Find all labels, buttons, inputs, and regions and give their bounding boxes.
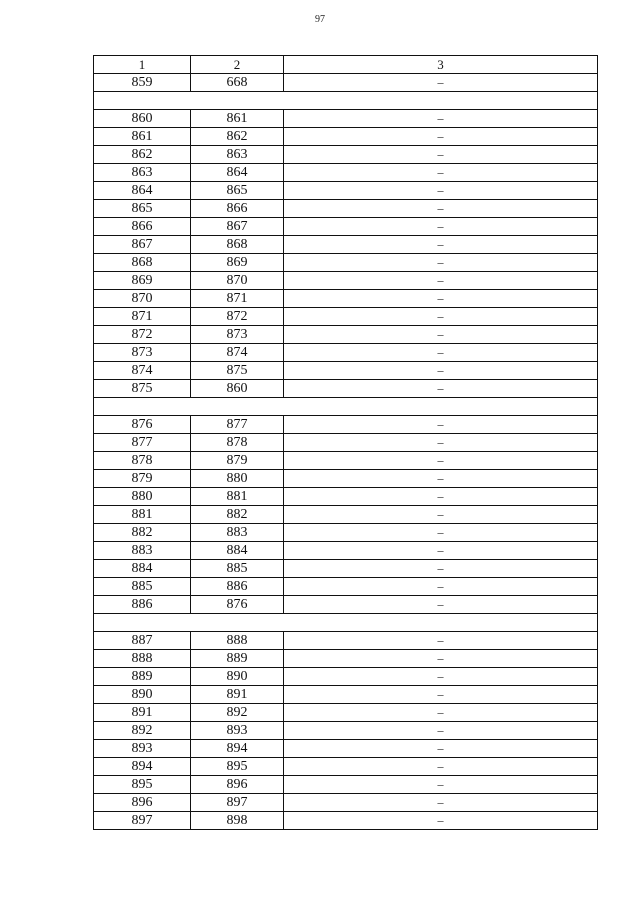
- table-cell-col3: –: [284, 164, 598, 182]
- table-cell-col1: 879: [94, 470, 191, 488]
- table-cell-col3: –: [284, 776, 598, 794]
- table-cell-col2: 876: [191, 596, 284, 614]
- table-cell-col2: 886: [191, 578, 284, 596]
- table-row: [94, 794, 598, 812]
- table-cell-col2: 885: [191, 560, 284, 578]
- table-cell-col1: 862: [94, 146, 191, 164]
- table-cell-col3: –: [284, 182, 598, 200]
- table-cell-col1: 877: [94, 434, 191, 452]
- group-separator-row: [94, 614, 598, 632]
- table-cell-col3: –: [284, 524, 598, 542]
- table-cell-col1: 870: [94, 290, 191, 308]
- table-row: [94, 362, 598, 380]
- table-cell-col2: 881: [191, 488, 284, 506]
- table-cell-col3: –: [284, 272, 598, 290]
- table-cell-col3: –: [284, 650, 598, 668]
- table-cell-col1: 875: [94, 380, 191, 398]
- table-cell-col3: –: [284, 578, 598, 596]
- table-cell-col2: 873: [191, 326, 284, 344]
- table-cell-col3: –: [284, 128, 598, 146]
- table-cell-col1: 882: [94, 524, 191, 542]
- table-row: [94, 380, 598, 398]
- table-row: [94, 740, 598, 758]
- table-cell-col1: 873: [94, 344, 191, 362]
- table-row: [94, 776, 598, 794]
- table-cell-col1: 880: [94, 488, 191, 506]
- table-cell-col3: –: [284, 434, 598, 452]
- table-cell-col3: –: [284, 506, 598, 524]
- table-cell-col1: 874: [94, 362, 191, 380]
- table-cell-col1: 888: [94, 650, 191, 668]
- table-cell-col2: 890: [191, 668, 284, 686]
- group-separator-cell: [94, 92, 598, 110]
- table-cell-col3: –: [284, 416, 598, 434]
- table-cell-col2: 877: [191, 416, 284, 434]
- table-cell-col1: 859: [94, 74, 191, 92]
- table-row: [94, 164, 598, 182]
- table-row: [94, 272, 598, 290]
- table-cell-col2: 875: [191, 362, 284, 380]
- table-row: [94, 686, 598, 704]
- table-cell-col1: 893: [94, 740, 191, 758]
- table-cell-col2: 891: [191, 686, 284, 704]
- table-cell-col1: 878: [94, 452, 191, 470]
- table-cell-col2: 893: [191, 722, 284, 740]
- table-row: [94, 218, 598, 236]
- table-cell-col2: 861: [191, 110, 284, 128]
- table-cell-col1: 894: [94, 758, 191, 776]
- table-cell-col1: 891: [94, 704, 191, 722]
- table-cell-col3: –: [284, 380, 598, 398]
- page-number: 97: [315, 14, 325, 25]
- table-row: [94, 236, 598, 254]
- table-row: [94, 560, 598, 578]
- table-cell-col1: 861: [94, 128, 191, 146]
- table-cell-col1: 869: [94, 272, 191, 290]
- table-row: [94, 110, 598, 128]
- table-cell-col2: 668: [191, 74, 284, 92]
- table-cell-col3: –: [284, 542, 598, 560]
- table-cell-col3: –: [284, 218, 598, 236]
- table-cell-col2: 898: [191, 812, 284, 830]
- table-cell-col2: 888: [191, 632, 284, 650]
- table-cell-col2: 897: [191, 794, 284, 812]
- table-cell-col2: 863: [191, 146, 284, 164]
- table-cell-col1: 883: [94, 542, 191, 560]
- table-row: [94, 704, 598, 722]
- table-cell-col2: 862: [191, 128, 284, 146]
- table-row: [94, 182, 598, 200]
- table-row: [94, 650, 598, 668]
- table-cell-col3: –: [284, 740, 598, 758]
- table-cell-col1: 890: [94, 686, 191, 704]
- table-cell-col1: 887: [94, 632, 191, 650]
- table-cell-col3: –: [284, 596, 598, 614]
- table-row: [94, 488, 598, 506]
- table-row: [94, 200, 598, 218]
- table-row: [94, 506, 598, 524]
- group-separator-cell: [94, 614, 598, 632]
- table-cell-col3: –: [284, 200, 598, 218]
- column-header-3: 3: [284, 56, 598, 74]
- table-cell-col3: –: [284, 452, 598, 470]
- table-cell-col2: 871: [191, 290, 284, 308]
- table-cell-col1: 896: [94, 794, 191, 812]
- table-cell-col2: 882: [191, 506, 284, 524]
- table-row: [94, 434, 598, 452]
- table-cell-col3: –: [284, 758, 598, 776]
- table-cell-col2: 895: [191, 758, 284, 776]
- column-header-2: 2: [191, 56, 284, 74]
- table-row: [94, 452, 598, 470]
- table-cell-col3: –: [284, 470, 598, 488]
- table-cell-col1: 868: [94, 254, 191, 272]
- table-row: [94, 542, 598, 560]
- table-row: [94, 308, 598, 326]
- table-cell-col2: 869: [191, 254, 284, 272]
- table-cell-col1: 897: [94, 812, 191, 830]
- table-cell-col1: 864: [94, 182, 191, 200]
- table-cell-col3: –: [284, 686, 598, 704]
- table-row: [94, 668, 598, 686]
- group-separator-cell: [94, 398, 598, 416]
- table-cell-col1: 871: [94, 308, 191, 326]
- table-row: [94, 416, 598, 434]
- table-cell-col3: –: [284, 560, 598, 578]
- table-cell-col2: 867: [191, 218, 284, 236]
- table-cell-col3: –: [284, 146, 598, 164]
- table-cell-col1: 885: [94, 578, 191, 596]
- table-cell-col3: –: [284, 236, 598, 254]
- group-separator-row: [94, 398, 598, 416]
- table-row: [94, 128, 598, 146]
- table-header-row: [94, 56, 598, 74]
- table-row: [94, 344, 598, 362]
- table-cell-col2: 894: [191, 740, 284, 758]
- table-cell-col2: 868: [191, 236, 284, 254]
- table-row: [94, 254, 598, 272]
- table-cell-col1: 867: [94, 236, 191, 254]
- table-cell-col1: 872: [94, 326, 191, 344]
- table-row: [94, 596, 598, 614]
- table-cell-col3: –: [284, 632, 598, 650]
- table-cell-col3: –: [284, 812, 598, 830]
- table-row: [94, 524, 598, 542]
- table-cell-col2: 864: [191, 164, 284, 182]
- group-separator-row: [94, 92, 598, 110]
- table-cell-col1: 895: [94, 776, 191, 794]
- table-row: [94, 722, 598, 740]
- table-row: [94, 74, 598, 92]
- table-cell-col1: 886: [94, 596, 191, 614]
- table-cell-col2: 874: [191, 344, 284, 362]
- table-row: [94, 470, 598, 488]
- table-cell-col3: –: [284, 290, 598, 308]
- table-cell-col3: –: [284, 74, 598, 92]
- table-row: [94, 632, 598, 650]
- table-cell-col2: 896: [191, 776, 284, 794]
- table-cell-col3: –: [284, 722, 598, 740]
- table-row: [94, 326, 598, 344]
- table-cell-col3: –: [284, 362, 598, 380]
- table-cell-col2: 878: [191, 434, 284, 452]
- table-cell-col1: 892: [94, 722, 191, 740]
- table-cell-col1: 884: [94, 560, 191, 578]
- table-cell-col2: 892: [191, 704, 284, 722]
- data-table: [93, 55, 598, 830]
- table-cell-col2: 883: [191, 524, 284, 542]
- table-cell-col3: –: [284, 704, 598, 722]
- table-cell-col1: 881: [94, 506, 191, 524]
- table-cell-col2: 889: [191, 650, 284, 668]
- table-cell-col3: –: [284, 254, 598, 272]
- table-cell-col2: 860: [191, 380, 284, 398]
- table-row: [94, 290, 598, 308]
- table-row: [94, 812, 598, 830]
- table-cell-col2: 884: [191, 542, 284, 560]
- table-cell-col2: 865: [191, 182, 284, 200]
- table-cell-col1: 863: [94, 164, 191, 182]
- table-row: [94, 146, 598, 164]
- column-header-1: 1: [94, 56, 191, 74]
- table-cell-col3: –: [284, 326, 598, 344]
- table-cell-col2: 879: [191, 452, 284, 470]
- table-cell-col3: –: [284, 344, 598, 362]
- table-cell-col3: –: [284, 668, 598, 686]
- table-cell-col2: 866: [191, 200, 284, 218]
- table-cell-col1: 865: [94, 200, 191, 218]
- table-cell-col3: –: [284, 794, 598, 812]
- table-row: [94, 578, 598, 596]
- table-cell-col3: –: [284, 308, 598, 326]
- table-cell-col2: 872: [191, 308, 284, 326]
- table-cell-col2: 880: [191, 470, 284, 488]
- table-cell-col1: 876: [94, 416, 191, 434]
- table-cell-col1: 866: [94, 218, 191, 236]
- table-row: [94, 758, 598, 776]
- table-body: [94, 56, 598, 830]
- table-cell-col1: 860: [94, 110, 191, 128]
- table-cell-col3: –: [284, 488, 598, 506]
- table-cell-col1: 889: [94, 668, 191, 686]
- table-cell-col2: 870: [191, 272, 284, 290]
- table-cell-col3: –: [284, 110, 598, 128]
